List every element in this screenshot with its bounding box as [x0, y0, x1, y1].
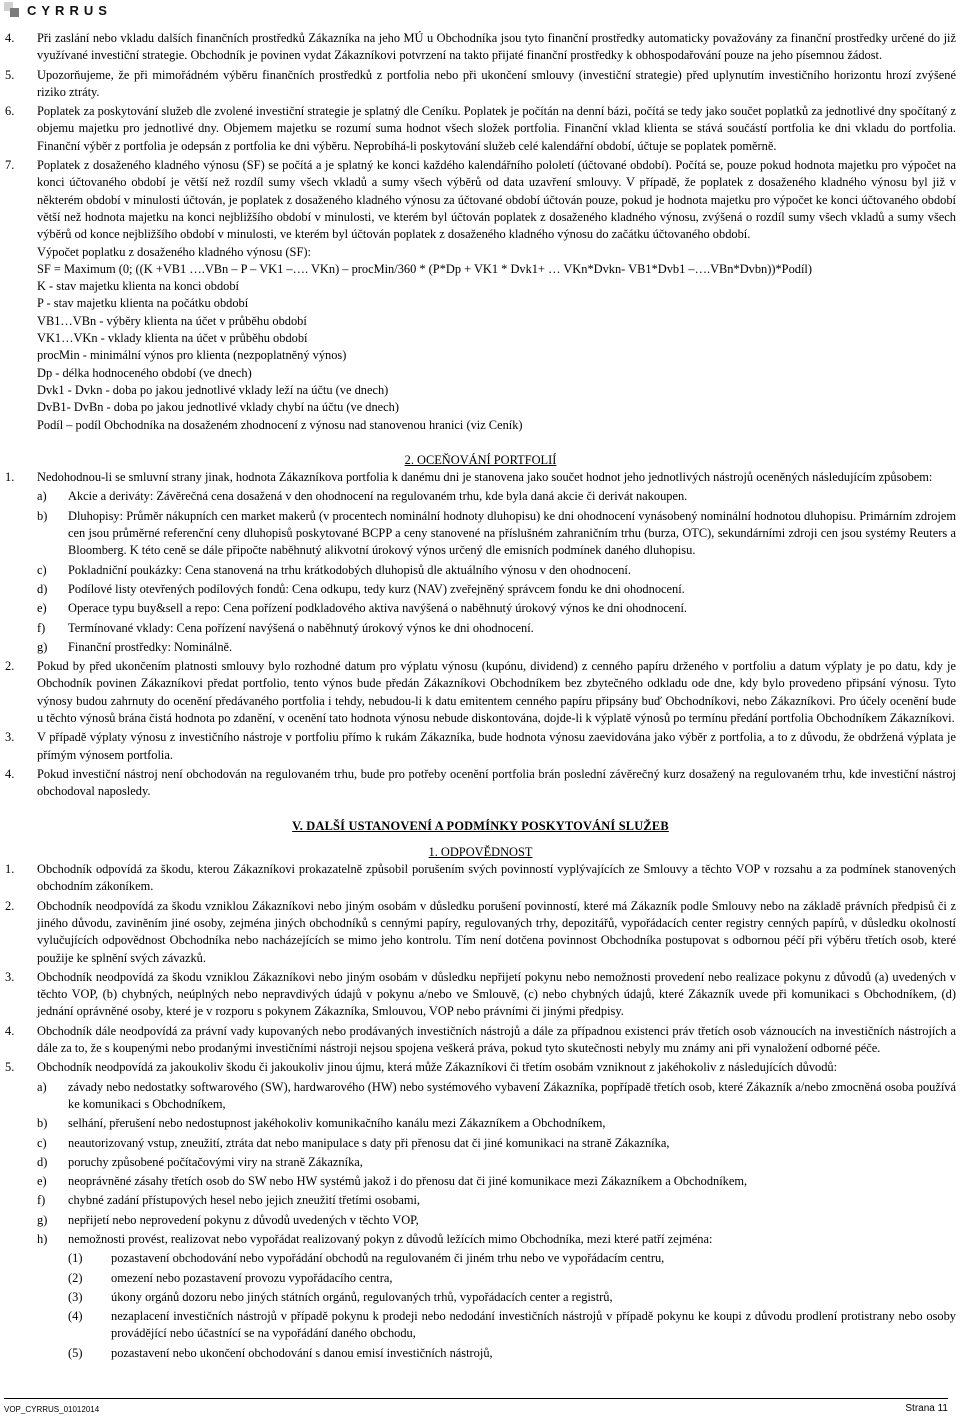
list-item: 5. Obchodník neodpovídá za jakoukoliv škodu či jakoukoliv jinou újmu, která může Zákazníkovi či třetím osobám vzniknout z jakéhokoliv z následujících důvodů:: [5, 1060, 838, 1075]
section-title-valuation: 2. OCEŇOVÁNÍ PORTFOLIÍ: [404, 452, 557, 467]
list-item: 2. Pokud by před ukončením platnosti smlouvy bylo rozhodné datum pro výplatu výnosu (kupónu, dividend) z cenného papíru drženého v portfoliu a datum výplaty je po datu, kdy je Obchodník povinen Zákazníkovi předat portfolio, tento výnos bude předán Zákazníkovi Obchodníkem bez zbytečného odkladu ode dne, kdy bylo provedeno připsání výnosu. Tyto výnosy budou zahrnuty do ocenění předávaného portfolia i tehdy, nebudou-li k datu emitentem cenného papíru připsány buď Obchodníkovi, nebo Zákazníkovi. Pro účely ocenění bude u těchto výnosů brána čistá hodnota po zdanění, v ocenění tato hodnota výnosu nebude diskontována, dojde-li k výplatě výnosů po termínu předání portfolia Obchodníkem Zákazníkovi.: [5, 659, 956, 725]
sub-list-item: h) nemožnosti provést, realizovat nebo vypořádat realizovaný pokyn z důvodů ležících mimo Obchodníka, mezi které patří zejména:: [37, 1232, 713, 1246]
list-item: 1. Obchodník odpovídá za škodu, kterou Zákazníkovi prokazatelně způsobil porušením svých povinností vyplývajících ze Smlouvy a těchto VOP v rozsahu a za podmínek stanovených obchodním zákoníkem.: [5, 862, 956, 894]
formula-definition: K - stav majetku klienta na konci období: [37, 279, 239, 294]
sub-list-item: f) Termínované vklady: Cena pořízení navýšená o naběhnutý úrokový výnos ke dni ohodnocení.: [37, 620, 534, 635]
logo-text: CYRRUS: [27, 3, 112, 18]
list-item: 7. Poplatek z dosaženého kladného výnosu (SF) se počítá a je splatný ke konci každého kalendářního pololetí (účtované období). Počítá se, pouze pokud hodnota majetku pro výpočet na konci účtovaného období je větší než rozdíl sumy všech vkladů a sumy všech výběrů od data uzavření smlouvy. V případě, že poplatek z dosaženého kladného výnosu byl již v některém období v minulosti účtován, je poplatek z dosaženého kladného výnosu za účtované období účtován pouze, pokud je hodnota majetku pro výpočet ke konci účtovaného období větší než hodnota majetku na konci nejbližšího období v minulosti, ve kterém byl účtován poplatek z dosaženého kladného výnosu, zvýšená o rozdíl sumy všech vkladů a sumy všech výběrů od konce nejbližšího období v minulosti, ve kterém byl účtován poplatek z dosaženého kladného výnosu do začátku účtovaného období.: [5, 158, 956, 242]
cyrrus-logo: [4, 2, 112, 19]
sub-list-item: g) Finanční prostředky: Nominálně.: [37, 639, 233, 654]
formula-definition: Dp - délka hodnoceného období (ve dnech): [37, 365, 252, 380]
formula-definition: procMin - minimální výnos pro klienta (nezpoplatněný výnos): [37, 348, 347, 363]
sub-list-item: d) poruchy způsobené počítačovými viry na straně Zákazníka,: [37, 1154, 363, 1169]
list-item: 4. Obchodník dále neodpovídá za právní vady kupovaných nebo prodávaných investičních nástrojů a dále za případnou existenci práv třetích osob váznoucích na investičních nástrojích a dále za to, že s koupenými nebo prodanými investičními nástroji nejsou spojena veškerá práva, pokud tyto skutečnosti nebyly mu známy ani při vynaložení odborné péče.: [5, 1023, 956, 1056]
sub-list-item: b) selhání, přerušení nebo nedostupnost jakéhokoliv komunikačního kanálu mezi Zákazníkem a Obchodníkem,: [37, 1116, 606, 1131]
sub-list-item: e) neoprávněné zásahy třetích osob do SW nebo HW systémů jakož i do přenosu dat či jiné komunikace mezi Zákazníkem a Obchodníkem,: [37, 1174, 748, 1189]
document-body: [5, 30, 956, 1362]
sub-sub-list-item: (5) pozastavení nebo ukončení obchodování s danou emisí investičních nástrojů,: [68, 1345, 493, 1360]
sub-list-item: a) Akcie a deriváty: Závěrečná cena dosažená v den ohodnocení na regulovaném trhu, kde byla daná akcie či derivát nakoupen.: [37, 489, 688, 504]
list-item: 3. V případě výplaty výnosu z investičního nástroje v portfoliu přímo k rukám Zákazníka, bude hodnota výnosu zaevidována jako výběr z portfolia, a to z důvodu, že obdržená výplata je přímým výnosem portfolia.: [5, 730, 956, 762]
sub-list-item: e) Operace typu buy&sell a repo: Cena pořízení podkladového aktiva navýšená o naběhnutý úrokový výnos ke dni ohodnocení.: [37, 601, 688, 616]
sub-list-item: b) Dluhopisy: Průměr nákupních cen market makerů (v procentech nominální hodnoty dluhopisu) ke dni ohodnocení vynásobený nominální hodnotou dluhopisu. Primárním zdrojem cen jsou průměrné referenční ceny dluhopisů poskytované BCPP a ceny stanovené na příslušném zahraničním trhu (burza, OTC), sekundárními zdroji cen jsou systémy Reuters a Bloomberg. K této ceně se dále připočte naběhnutý alikvotní úrokový výnos určený dle emisních podmínek daného dluhopisu.: [37, 508, 956, 558]
list-item: 2. Obchodník neodpovídá za škodu vzniklou Zákazníkovi nebo jiným osobám v důsledku porušení povinností, které má Zákazník podle Smlouvy nebo na základě právních předpisů či z jiného důvodu, zaviněním jiné osoby, zejména jiných obchodníků s cennými papíry, regulovaných trhy, depozitářů, vypořádacích center registry cenných papírů, v důsledku okolností vylučujících odpovědnost Obchodníka nebo nacházejících se mimo jeho kontrolu. Tím není dotčena povinnost Obchodníka postupovat s odbornou péčí při výběru třetích osob, které použije ke splnění svých závazků.: [5, 898, 956, 965]
valuation-list: [5, 469, 956, 800]
page-footer: [4, 1399, 948, 1414]
section-title-liability: 1. ODPOVĚDNOST: [428, 844, 533, 859]
sub-list-item: c) Pokladniční poukázky: Cena stanovená na trhu krátkodobých dluhopisů dle aktuálního výnosu v den ohodnocení.: [37, 562, 631, 577]
formula-definition: VB1…VBn - výběry klienta na účet v průběhu období: [37, 313, 307, 328]
sub-list-item: d) Podílové listy otevřených podílových fondů: Cena odkupu, tedy kurz (NAV) zveřejněný správcem fondu ke dni ohodnocení.: [37, 581, 685, 596]
list-item: 4. Pokud investiční nástroj není obchodován na regulovaném trhu, bude pro potřeby ocenění portfolia brán poslední závěrečný kurz dosažený na regulovaném trhu, kde investiční nástroj obchodoval naposledy.: [5, 766, 956, 799]
page-number: Strana 11: [905, 1403, 948, 1414]
formula-definition: P - stav majetku klienta na počátku období: [37, 296, 249, 311]
formula-expression: SF = Maximum (0; ((K +VB1 ….VBn – P – VK1 –…. VKn) – procMin/360 * (P*Dp + VK1 * Dvk1+ … VKn*Dvkn- VB1*Dvb1 –….VBn*Dvbn))*Podíl): [37, 261, 812, 276]
sub-list-item: g) nepřijetí nebo neprovedení pokynu z důvodů uvedených v těchto VOP,: [37, 1212, 419, 1227]
list-item: 6. Poplatek za poskytování služeb dle zvolené investiční strategie je splatný dle Ceníku. Poplatek je počítán na denní bázi, počítá se tedy jako součet poplatků za jednotlivé dny spočítaný z objemu majetku pro jednotlivé dny. Objemem majetku se rozumí suma hodnot všech složek portfolia. Finanční vklad klienta se stává součástí portfolia ke dni vkladu do portfolia. Finanční výběr z portfolia je odepsán z portfolia ke dni výběru. Neprobíhá-li poskytování služeb celé kalendářní období, účtuje se poplatek poměrně.: [5, 104, 956, 153]
formula-definition: Dvk1 - Dvkn - doba po jakou jednotlivé vklady leží na účtu (ve dnech): [37, 382, 389, 397]
sub-sub-list-item: (3) úkony orgánů dozoru nebo jiných státních orgánů, regulovaných trhů, vypořádacích center a registrů,: [68, 1289, 613, 1304]
list-item: 1. Nedohodnou-li se smluvní strany jinak, hodnota Zákazníkova portfolia k danému dni je stanovena jako součet hodnot jeho jednotlivých nástrojů oceněných následujícím způsobem:: [5, 470, 933, 485]
sub-sub-list-item: (1) pozastavení obchodování nebo vypořádání obchodů na regulovaném či jiném trhu nebo ve vypořádacím centru,: [68, 1251, 665, 1266]
formula-definition: Podíl – podíl Obchodníka na dosaženém zhodnocení z výnosu nad stanovenou hranici (viz Ceník): [37, 417, 523, 432]
part-title: V. DALŠÍ USTANOVENÍ A PODMÍNKY POSKYTOVÁNÍ SLUŽEB: [292, 819, 669, 834]
sub-list-item: f) chybné zadání přístupových hesel nebo jejich zneužití třetími osobami,: [37, 1193, 420, 1208]
list-item: 3. Obchodník neodpovídá za škodu vzniklou Zákazníkovi nebo jiným osobám v důsledku nepřijetí pokynu nebo nemožnosti provedení nebo realizace pokynu z důvodů (a) uvedených v těchto VOP, (b) chybných, neúplných nebo nepravdivých údajů v pokynu a/nebo ve Smlouvě, (c) nebo chybných údajů, které Zákazník uvede při komunikaci s Obchodníkem, (d) jednání oprávněné osoby, které je v rozporu s pokynem Zákazníka, Smlouvou, VOP nebo právními či jinými předpisy.: [5, 969, 956, 1019]
formula-definition: VK1…VKn - vklady klienta na účet v průběhu období: [37, 331, 308, 346]
sub-list-item: c) neautorizovaný vstup, zneužití, ztráta dat nebo manipulace s daty při přenosu dat či jiné komunikaci na straně Zákazníka,: [37, 1135, 670, 1150]
liability-list: [5, 861, 956, 1362]
footer-divider: [4, 1398, 948, 1399]
list-item: 4. Při zaslání nebo vkladu dalších finančních prostředků Zákazníka na jeho MÚ u Obchodníka jsou tyto finanční prostředky automaticky považovány za finanční prostředky určené do již využívané investiční strategie. Obchodník je povinen vydat Zákazníkovi potvrzení na takto přijaté finanční prostředky k obhospodařování pouze na jeho písemnou žádost.: [5, 31, 956, 63]
document-code: VOP_CYRRUS_01012014: [4, 1405, 100, 1414]
formula-intro: Výpočet poplatku z dosaženého kladného výnosu (SF):: [37, 244, 311, 259]
sub-sub-list-item: (2) omezení nebo pozastavení provozu vypořádacího centra,: [68, 1270, 393, 1285]
formula-definition: DvB1- DvBn - doba po jakou jednotlivé vklady chybí na účtu (ve dnech): [37, 400, 399, 415]
sub-sub-list-item: (4) nezaplacení investičních nástrojů v případě pokynu k prodeji nebo nedodání investičních nástrojů v případě pokynu ke koupi z důvodu prodlení protistrany nebo osoby provádějící nebo účastnící se na vypořádání daného obchodu,: [68, 1309, 956, 1341]
list-item: 5. Upozorňujeme, že při mimořádném výběru finančních prostředků z portfolia nebo při ukončení smlouvy (investiční strategie) před uplynutím investičního horizontu hrozí zvýšené riziko ztráty.: [5, 67, 956, 99]
logo-mark-icon: [4, 2, 21, 19]
intro-list: [5, 30, 956, 244]
fee-formula: [5, 244, 956, 434]
sub-list-item: a) závady nebo nedostatky softwarového (SW), hardwarového (HW) nebo systémového vybavení Zákazníka, popřípadě třetích osob, které Zákazník a/nebo zmocněná osoba používá ke komunikaci s Obchodníkem,: [37, 1079, 956, 1111]
